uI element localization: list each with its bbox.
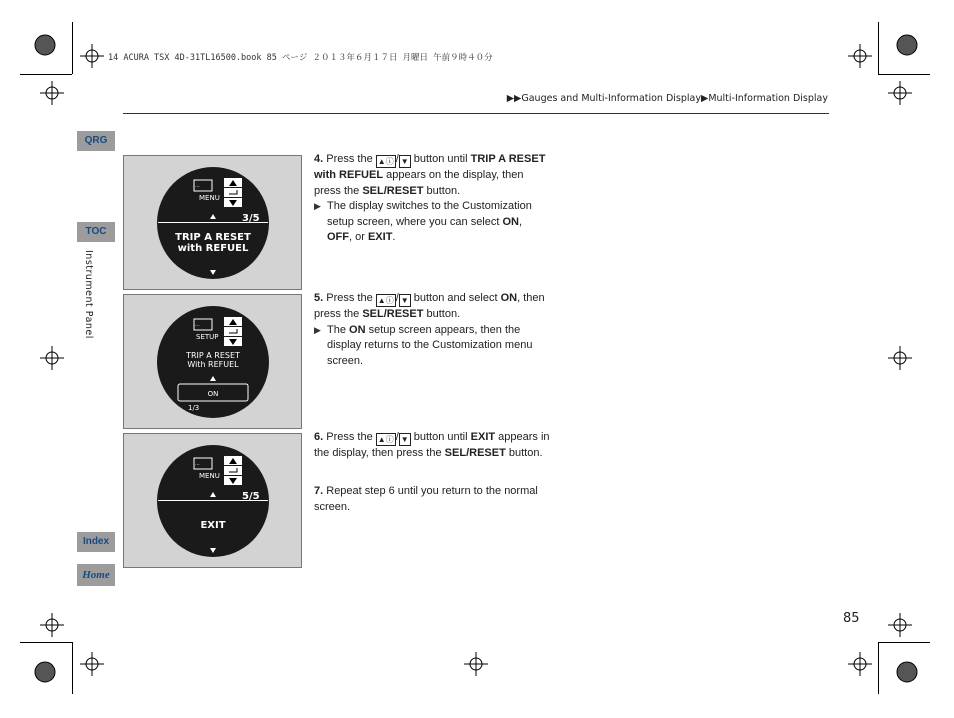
step-7: 7. Repeat step 6 until you return to the normal screen. (314, 485, 538, 513)
down-button-icon: ▼ (400, 435, 409, 444)
display-screen-2 (123, 294, 302, 429)
print-header: 14 ACURA TSX 4D-31TL16500.book 85 ページ ２０１３年６月１７日 月曜日 午前９時４０分 (108, 53, 493, 63)
screen3-menu-label: MENU (199, 472, 220, 480)
screen2-page: 1/3 (188, 404, 200, 412)
screen2-line2: With REFUEL (187, 360, 239, 369)
screen1-line1: TRIP A RESET (175, 232, 251, 243)
breadcrumb-part1[interactable]: Gauges and Multi-Information Display (521, 93, 701, 104)
display-screen-3 (123, 433, 302, 568)
screen3-page: 5/5 (242, 491, 260, 502)
step-6: 6. Press the ▲ⓘ / ▼ button until EXIT appears in the display, then press the SEL/RESET button. (314, 431, 550, 459)
screen2-menu-label: SETUP (196, 333, 219, 341)
down-button-icon: ▼ (400, 296, 409, 305)
svg-text:···: ··· (195, 462, 200, 468)
side-label: Instrument Panel (83, 250, 94, 339)
step-4-note: ▶ The display switches to the Customization setup screen, where you can select ON, OFF, or EXIT. (314, 199, 550, 246)
breadcrumb-part2[interactable]: Multi-Information Display (708, 93, 828, 104)
screen3-button-icons (224, 456, 242, 485)
up-info-button-icon: ▲ⓘ (377, 296, 394, 305)
screen3-line1: EXIT (200, 520, 226, 531)
screen2-option: ON (207, 390, 219, 398)
screen1-button-icons (224, 178, 242, 207)
triangle-right-icon: ▶ (314, 201, 321, 211)
qrg-tab[interactable]: QRG (77, 131, 115, 151)
toc-tab[interactable]: TOC (77, 222, 115, 242)
svg-text:···: ··· (195, 323, 200, 329)
step-5: 5. Press the ▲ⓘ / ▼ button and select ON, then press the SEL/RESET button. ▶ The ON setup screen appears, then the display returns to the Customization menu screen. (314, 291, 550, 369)
step-5-note: ▶ The ON setup screen appears, then the display returns to the Customization menu screen. (314, 323, 550, 370)
double-triangle-right-icon: ▶▶ (506, 93, 522, 104)
step-4: 4. Press the ▲ⓘ / ▼ button until TRIP A RESET with REFUEL appears on the display, then press the SEL/RESET button. ▶ The display switches to the Customization setup screen, where you can select ON, OFF, or EXIT. (314, 152, 550, 246)
breadcrumb (507, 93, 828, 104)
up-info-button-icon: ▲ⓘ (377, 157, 394, 166)
screen1-page: 3/5 (242, 213, 260, 224)
screen1-line2: with REFUEL (177, 243, 249, 254)
index-tab[interactable]: Index (77, 532, 115, 552)
svg-text:···: ··· (195, 184, 200, 190)
triangle-right-icon: ▶ (314, 324, 321, 335)
header-divider (123, 113, 829, 114)
home-tab[interactable]: Home (77, 564, 115, 586)
screen2-button-icons (224, 317, 242, 346)
down-button-icon: ▼ (400, 157, 409, 166)
triangle-right-icon: ▶ (701, 93, 709, 104)
up-info-button-icon: ▲ⓘ (377, 435, 394, 444)
page-number: 85 (843, 611, 860, 626)
screen1-menu-label: MENU (199, 194, 220, 202)
display-screen-1 (123, 155, 302, 290)
screen2-line1: TRIP A RESET (186, 351, 240, 360)
